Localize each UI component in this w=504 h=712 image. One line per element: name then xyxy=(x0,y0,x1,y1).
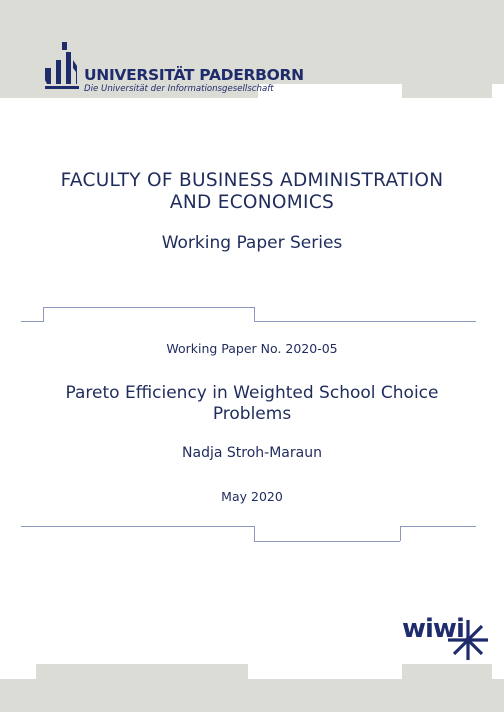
paper-title-line-1: Pareto Efficiency in Weighted School Choice xyxy=(65,383,439,403)
paper-title-line-2: Problems xyxy=(212,404,292,424)
publication-date: May 2020 xyxy=(221,489,283,504)
bottom-rule-step-right xyxy=(400,526,401,541)
wiwi-logo-icon xyxy=(402,612,492,662)
bottom-band-left-tab xyxy=(36,664,248,679)
top-rule-step-right xyxy=(254,307,255,322)
series-title: Working Paper Series xyxy=(161,233,343,253)
top-rule-right xyxy=(254,321,476,322)
bottom-rule-left xyxy=(21,526,254,527)
paper-title xyxy=(0,383,504,425)
bottom-rule-right xyxy=(400,526,476,527)
bottom-band xyxy=(0,679,504,712)
bottom-rule-step-left xyxy=(254,526,255,541)
faculty-line-2: AND ECONOMICS xyxy=(169,192,335,213)
working-paper-number: Working Paper No. 2020-05 xyxy=(166,341,338,356)
top-rule-raised xyxy=(43,307,254,308)
university-name: UNIVERSITÄT PADERBORN xyxy=(84,66,304,84)
top-band-notch-cover xyxy=(258,84,402,98)
author-name: Nadja Stroh-Maraun xyxy=(182,445,322,461)
bottom-rule-lowered xyxy=(254,541,400,542)
svg-text:wiwi: wiwi xyxy=(402,614,464,644)
top-rule-step-left xyxy=(43,307,44,322)
top-rule-left xyxy=(21,321,43,322)
top-band-right-step xyxy=(492,84,504,98)
faculty-line-1: FACULTY OF BUSINESS ADMINISTRATION xyxy=(60,170,444,191)
faculty-heading xyxy=(0,170,504,214)
university-tagline: Die Universität der Informationsgesellschaft xyxy=(84,84,274,94)
bottom-band-right-tab xyxy=(402,664,492,679)
